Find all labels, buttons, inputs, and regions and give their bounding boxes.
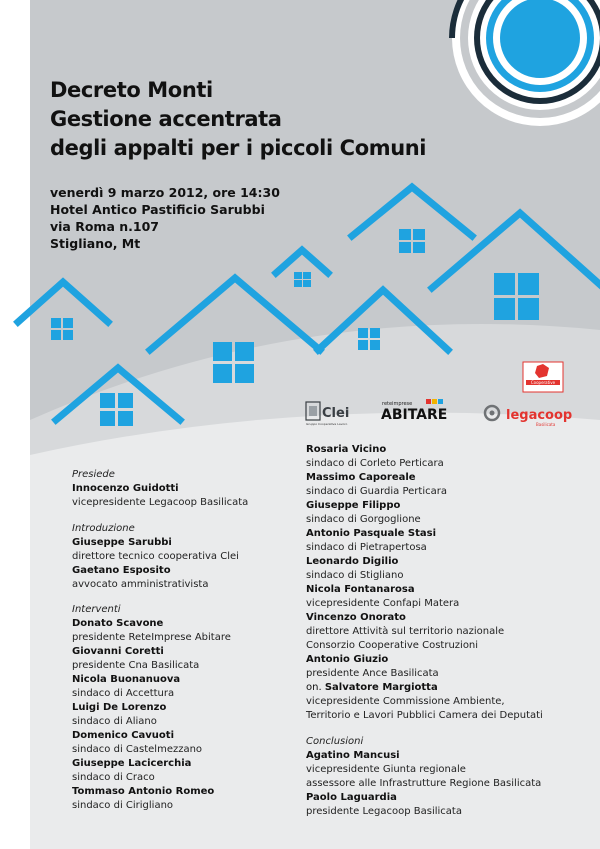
abitare-text: ABITARE (381, 407, 448, 423)
speaker-name: Giuseppe Lacicerchia (72, 758, 192, 769)
speaker-role: sindaco di Craco (72, 772, 155, 783)
speaker-name-margiotta (306, 681, 543, 695)
speaker-role: vicepresidente Commissione Ambiente, (306, 696, 505, 707)
speaker-name: Antonio Giuzio (306, 654, 389, 665)
event-city: Stigliano, Mt (50, 236, 141, 251)
speaker-role: vicepresidente Legacoop Basilicata (72, 497, 249, 508)
section-label-introduzione: Introduzione (72, 523, 135, 534)
speaker-role: vicepresidente Confapi Matera (306, 598, 460, 609)
speaker-role: presidente Cna Basilicata (72, 660, 200, 671)
speaker-name-text: Salvatore Margiotta (324, 682, 438, 693)
page-title (50, 76, 426, 163)
clei-logo-subtext: Gruppo Cooperative Lavoro (306, 422, 348, 426)
cooperative-text: Cooperative (530, 380, 556, 385)
legacoop-text: legacoop (506, 408, 573, 423)
speaker-role: sindaco di Aliano (72, 716, 157, 727)
event-address: via Roma n.107 (50, 219, 159, 234)
speaker-name: Giuseppe Filippo (306, 500, 401, 511)
section-label-presiede: Presiede (72, 469, 115, 480)
speaker-role-line-2: Consorzio Cooperative Costruzioni (306, 640, 479, 651)
title-line-2: Gestione accentrata (50, 107, 282, 131)
event-date: venerdì 9 marzo 2012, ore 14:30 (50, 185, 280, 200)
speaker-name: Agatino Mancusi (306, 750, 400, 761)
abitare-top-text: reteimprese (382, 401, 413, 407)
speaker-name: Leonardo Digilio (306, 556, 399, 567)
speaker-role: presidente ReteImprese Abitare (72, 632, 231, 643)
speaker-role: vicepresidente Giunta regionale (306, 764, 466, 775)
speaker-role: presidente Legacoop Basilicata (306, 806, 462, 817)
title-line-3: degli appalti per i piccoli Comuni (50, 136, 427, 160)
program-left-column (72, 468, 248, 813)
speaker-role: sindaco di Pietrapertosa (306, 542, 427, 553)
speaker-name: Massimo Caporeale (306, 472, 416, 483)
speaker-role: sindaco di Guardia Perticara (306, 486, 447, 497)
cooperative-logo (523, 362, 563, 392)
program-right-column (306, 443, 543, 819)
speaker-name: Vincenzo Onorato (306, 612, 406, 623)
speaker-role: avvocato amministrativista (72, 579, 209, 590)
speaker-role: sindaco di Castelmezzano (72, 744, 203, 755)
speaker-name: Domenico Cavuoti (72, 730, 175, 741)
speaker-role: sindaco di Accettura (72, 688, 175, 699)
speaker-role: presidente Ance Basilicata (306, 668, 439, 679)
speaker-role: sindaco di Stigliano (306, 570, 404, 581)
event-venue: Hotel Antico Pastificio Sarubbi (50, 202, 265, 217)
speaker-role-line-2: Territorio e Lavori Pubblici Camera dei Deputati (306, 710, 543, 721)
speaker-role: sindaco di Cirigliano (72, 800, 174, 811)
speaker-name: Tommaso Antonio Romeo (72, 786, 215, 797)
speaker-role: sindaco di Gorgoglione (306, 514, 421, 525)
speaker-name: Giuseppe Sarubbi (72, 537, 172, 548)
speaker-name: Giovanni Coretti (72, 646, 164, 657)
legacoop-subtext: Basilicata (536, 422, 556, 427)
speaker-name: Luigi De Lorenzo (72, 702, 167, 713)
honorific-prefix: on. (306, 682, 325, 693)
speaker-role-line-2: assessore alle Infrastrutture Regione Basilicata (306, 778, 542, 789)
section-label-conclusioni: Conclusioni (306, 736, 364, 747)
title-line-1: Decreto Monti (50, 78, 213, 102)
speaker-role: direttore tecnico cooperativa Clei (72, 551, 239, 562)
speaker-role: sindaco di Corleto Perticara (306, 458, 444, 469)
speaker-name: Donato Scavone (72, 618, 164, 629)
speaker-name: Gaetano Esposito (72, 565, 171, 576)
speaker-name: Innocenzo Guidotti (72, 483, 179, 494)
speaker-name: Paolo Laguardia (306, 792, 397, 803)
section-label-interventi: Interventi (72, 604, 121, 615)
speaker-name: Rosaria Vicino (306, 444, 387, 455)
clei-logo-text: Clei (322, 406, 350, 421)
speaker-name: Nicola Fontanarosa (306, 584, 415, 595)
event-details (50, 184, 280, 252)
speaker-name: Nicola Buonanuova (72, 674, 181, 685)
speaker-name: Antonio Pasquale Stasi (306, 528, 436, 539)
speaker-role: direttore Attività sul territorio nazionale (306, 626, 505, 637)
